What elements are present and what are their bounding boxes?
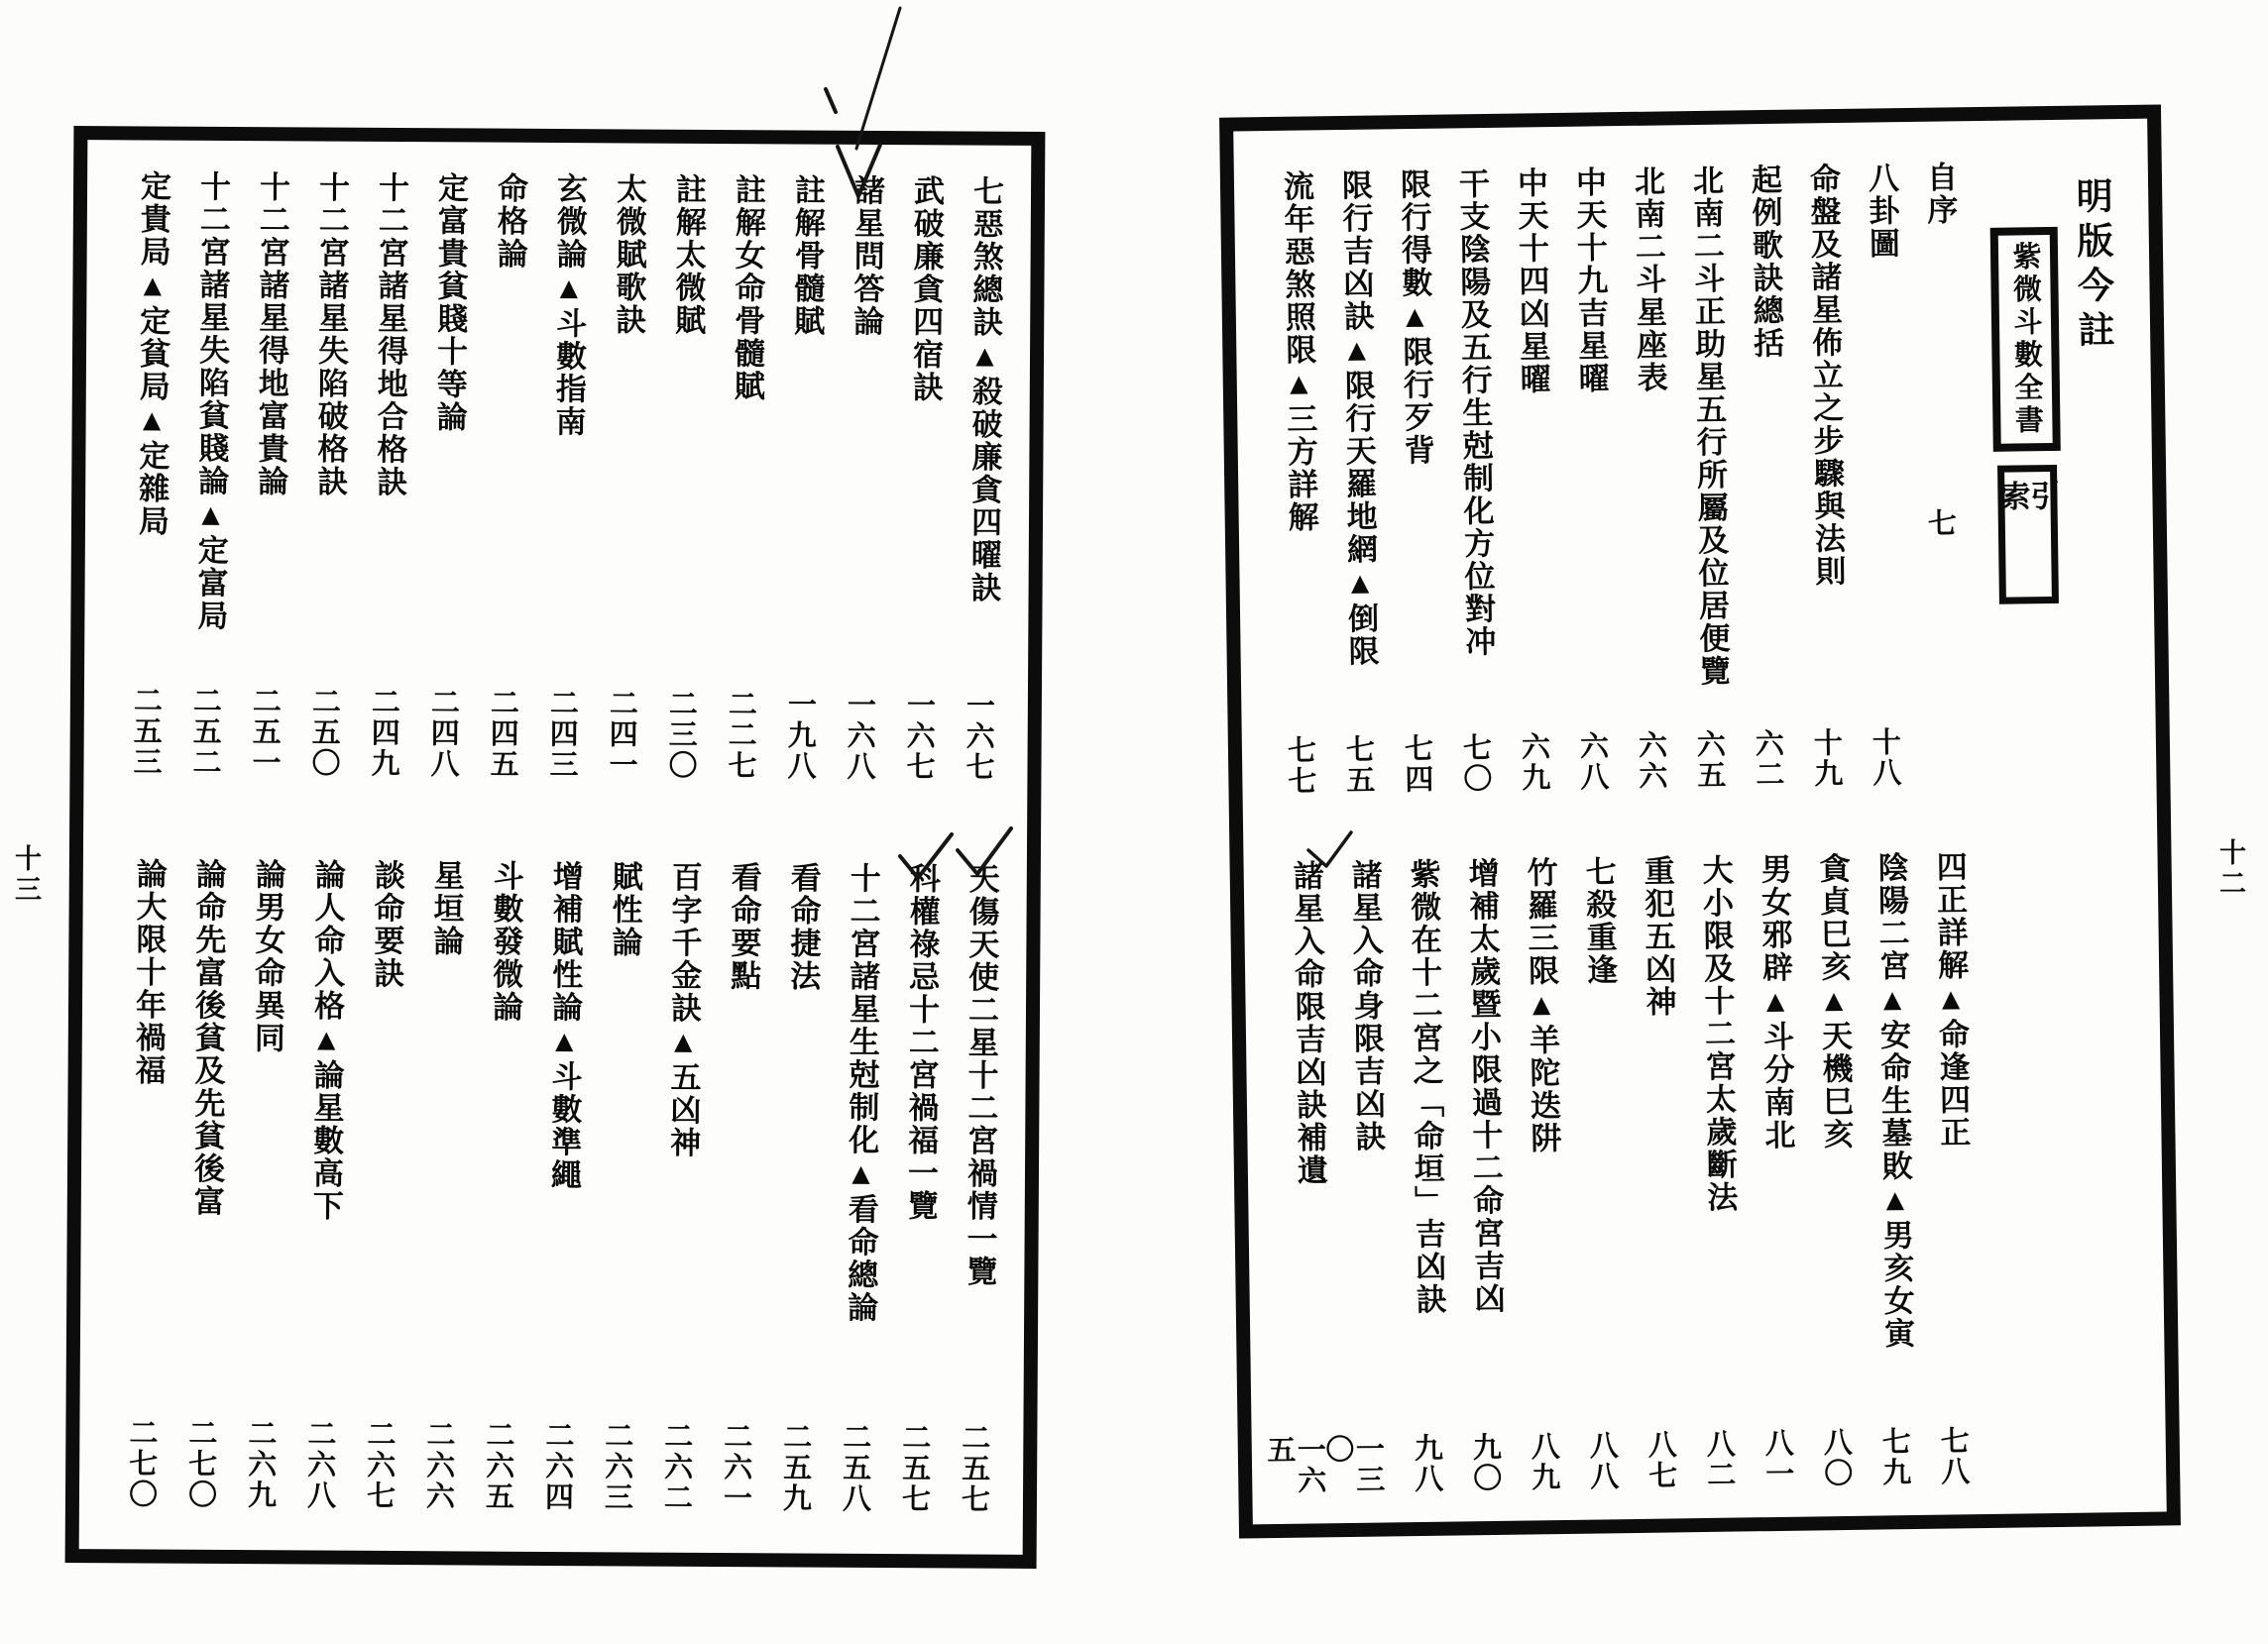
toc-entry-title: 限行吉凶訣▲限行天羅地網▲倒限 <box>1336 168 1379 669</box>
toc-entry-page-number: 二四五 <box>486 687 518 780</box>
toc-entry-page-number: 六八 <box>1575 730 1609 793</box>
toc-entry-page-number: 八〇 <box>1819 1426 1853 1489</box>
toc-entry <box>1864 851 1914 1510</box>
toc-entry <box>480 171 528 866</box>
toc-entry <box>1796 163 1848 857</box>
toc-entry-title: 陰陽二宮▲安命生墓敗▲男亥女寅 <box>1872 851 1915 1351</box>
book-title-box <box>1990 227 2061 452</box>
toc-entry-title: 北南二斗星座表 <box>1629 164 1667 394</box>
toc-entry <box>1445 167 1497 862</box>
toc-entry <box>535 860 581 1546</box>
toc-entry <box>892 862 938 1548</box>
toc-entry-page-number: 二五七 <box>957 1422 990 1515</box>
toc-entry-title: 限行得數▲限行歹背 <box>1395 167 1434 468</box>
toc-entry-title: 命格論 <box>492 171 528 271</box>
toc-entry <box>654 861 700 1547</box>
toc-entry-title: 百字千金訣▲五凶神 <box>665 860 702 1159</box>
toc-entry <box>1387 168 1438 863</box>
toc-entry <box>1688 854 1739 1513</box>
toc-entry-title: 貪貞巳亥▲天機巳亥 <box>1814 851 1854 1151</box>
toc-entry <box>714 861 759 1547</box>
toc-entry <box>773 861 819 1547</box>
toc-entry <box>182 169 231 864</box>
toc-entry-title: 科權祿忌十二宮禍福一覽 <box>902 862 940 1223</box>
toc-entry-page-number: 六九 <box>1517 731 1550 794</box>
toc-entry-title: 玄微論▲斗數指南 <box>550 171 588 439</box>
toc-entry-page-number: 二二七 <box>724 689 756 782</box>
toc-entry-page-number: 六二 <box>1751 727 1784 791</box>
pen-tick <box>826 89 836 112</box>
toc-entry-page-number: 一六八 <box>843 689 875 782</box>
toc-entry-title: 流年惡煞照限▲三方詳解 <box>1278 169 1318 534</box>
toc-entry-title: 諸星入命限吉凶訣補遺 <box>1288 859 1328 1187</box>
toc-entry <box>1630 854 1680 1513</box>
toc-entry-page-number: 六六 <box>1634 729 1667 792</box>
toc-entry-title: 武破廉貪四宿訣 <box>907 174 945 404</box>
toc-entry-title: 四正詳解▲命逢四正 <box>1931 850 1971 1150</box>
toc-entry <box>599 172 647 866</box>
toc-entry-page-number: 二四一 <box>605 688 637 781</box>
toc-entry-title: 命盤及諸星佈立之步驟與法則 <box>1804 162 1846 589</box>
toc-entry <box>178 858 224 1544</box>
toc-entry-page-number: 七五 <box>1341 733 1375 797</box>
toc-entry-title: 太微賦歌訣 <box>611 172 647 337</box>
toc-entry <box>1571 855 1622 1514</box>
toc-entry-title: 天傷天使二星十二宮禍情一覽 <box>962 862 999 1288</box>
toc-entry-page-number: 二六二 <box>659 1420 693 1513</box>
toc-section-left-bottom <box>91 857 997 1549</box>
toc-entry-page-number: 一六七 <box>962 690 994 783</box>
toc-entry-title: 諸星入命身限吉凶訣 <box>1346 858 1386 1153</box>
toc-entry <box>1321 858 1388 1518</box>
toc-entry-page-number: 七四 <box>1400 732 1433 796</box>
toc-entry-page-number: 二四八 <box>426 687 459 780</box>
toc-entry <box>896 174 945 868</box>
toc-entry <box>297 858 343 1544</box>
toc-entry-title: 論男女命異同 <box>249 858 285 1055</box>
toc-entry-page-number: 二五一 <box>248 686 281 779</box>
toc-entry <box>1454 857 1505 1516</box>
toc-entry <box>119 857 165 1543</box>
toc-entry-page-number: 八一 <box>1760 1427 1794 1490</box>
page-left <box>65 126 1046 1569</box>
toc-entry-title: 中天十九吉星曜 <box>1570 165 1609 395</box>
toc-entry-page-number: 二五八 <box>838 1421 871 1514</box>
toc-entry-title: 七殺重逢 <box>1580 855 1618 987</box>
toc-entry-page-number: 二五三 <box>129 685 162 778</box>
toc-entry-page-number: 九八 <box>1410 1432 1443 1495</box>
toc-entry <box>1738 164 1789 858</box>
toc-entry <box>952 862 997 1548</box>
toc-entry-title: 賦性論 <box>607 860 642 959</box>
toc-entry-title: 中天十四凶星曜 <box>1512 166 1550 396</box>
toc-entry-page-number: 二五九 <box>778 1421 812 1514</box>
toc-entry-title: 註解女命骨髓賦 <box>729 173 766 403</box>
toc-entry-title: 大小限及十二宮太歲斷法 <box>1697 853 1738 1215</box>
toc-entry-title: 十二宮諸星生尅制化▲看命總論 <box>843 861 880 1324</box>
index-label: 引索 <box>1994 479 2062 545</box>
toc-entry <box>833 862 878 1548</box>
toc-entry <box>416 859 462 1545</box>
toc-entry-page-number: 二六五 <box>481 1419 514 1512</box>
toc-entry-page-number: 七七 <box>1283 734 1316 797</box>
toc-entry-page-number: 二七〇 <box>183 1417 217 1510</box>
toc-entry-page-number: 八九 <box>1527 1431 1560 1493</box>
toc-entry <box>1805 852 1856 1511</box>
toc-entry-page-number: 二五二 <box>188 685 221 778</box>
toc-entry-title: 七惡煞總訣▲殺破廉貪四曜訣 <box>965 174 1004 604</box>
toc-entry-title: 重犯五凶神 <box>1639 854 1676 1019</box>
toc-entry-title: 定貴局▲定貧局▲定雜局 <box>133 169 171 538</box>
toc-entry <box>777 173 826 867</box>
toc-entry-title: 註解太微賦 <box>670 172 707 337</box>
toc-entry-page-number: 六五 <box>1692 728 1726 792</box>
toc-entry-page-number: 十九 <box>1809 726 1843 790</box>
toc-entry <box>595 860 640 1546</box>
toc-section-right-top <box>1250 161 1965 864</box>
toc-entry-title: 十二宮諸星失陷貧賤論▲定富局 <box>192 169 231 632</box>
toc-entry <box>476 860 521 1546</box>
toc-entry-title: 定富貴貧賤十等論 <box>431 171 469 434</box>
toc-entry-page-number: 七 <box>1923 507 1957 539</box>
toc-entry-page-number: 二六六 <box>421 1419 455 1512</box>
toc-entry-page-number: 十八 <box>1868 726 1901 789</box>
toc-entry-title: 論人命入格▲論星數高下 <box>307 858 345 1223</box>
toc-entry <box>956 174 1004 868</box>
toc-entry-title: 十二宮諸星失陷破格訣 <box>312 170 350 498</box>
toc-entry-title: 十二宮諸星得地合格訣 <box>372 170 409 499</box>
toc-entry <box>1679 164 1731 859</box>
toc-entry <box>123 169 169 863</box>
toc-entry-title: 起例歌訣總括 <box>1746 163 1784 361</box>
toc-entry-title: 論大限十年禍福 <box>130 857 167 1087</box>
toc-entry-page-number: 一六七 <box>902 690 935 783</box>
toc-entry-title: 干支陰陽及五行生尅制化方位對冲 <box>1453 166 1496 659</box>
toc-entry <box>1562 165 1614 860</box>
toc-entry <box>357 859 402 1545</box>
book-title: 紫微斗數全書 <box>2008 241 2044 438</box>
toc-entry <box>1263 859 1330 1518</box>
toc-entry-page-number: 二五〇 <box>307 686 340 779</box>
toc-entry-title: 斗數發微論 <box>487 859 523 1024</box>
toc-section-left-top <box>95 169 1004 869</box>
page-right <box>1219 104 2181 1538</box>
toc-entry <box>718 173 766 867</box>
toc-entry-title: 竹羅三限▲羊陀迭阱 <box>1522 856 1561 1155</box>
toc-entry <box>238 858 284 1544</box>
toc-entry-title: 八卦圖 <box>1863 162 1900 261</box>
toc-entry-title: 增補賦性論▲斗數準繩 <box>545 859 583 1192</box>
toc-entry-title: 談命要訣 <box>369 858 404 991</box>
toc-entry-title: 註解骨髓賦 <box>789 173 826 338</box>
toc-entry <box>242 170 290 864</box>
toc-section-right-bottom <box>1260 850 1974 1518</box>
toc-entry-title: 看命要點 <box>726 861 761 993</box>
folio-number-right: 十二 <box>2215 838 2245 900</box>
toc-entry-page-number: 二三〇 <box>664 688 697 781</box>
pen-diagonal-line <box>856 8 900 149</box>
toc-entry <box>837 173 885 868</box>
toc-entry <box>1513 856 1563 1515</box>
toc-entry-page-number: 一九八 <box>783 689 816 782</box>
toc-entry-title: 紫微在十二宮之「命垣」吉凶訣 <box>1405 857 1446 1317</box>
toc-entry-page-number: 八七 <box>1644 1429 1677 1491</box>
toc-entry <box>1855 162 1906 856</box>
toc-entry <box>420 171 469 865</box>
toc-entry-page-number: 七〇 <box>1458 731 1492 795</box>
toc-entry-page-number: 二五七 <box>897 1422 931 1515</box>
toc-entry <box>1504 166 1555 861</box>
toc-entry-page-number: 七九 <box>1877 1426 1911 1488</box>
toc-entry-page-number: 一三〇 <box>1321 1433 1385 1495</box>
toc-entry-page-number: 八八 <box>1585 1430 1619 1492</box>
toc-entry <box>658 172 707 867</box>
toc-entry <box>539 171 588 866</box>
toc-entry-page-number: 二四九 <box>367 686 399 780</box>
toc-entry-title: 增補太歲暨小限過十二命宮吉凶 <box>1463 856 1505 1316</box>
toc-entry-page-number: 八二 <box>1702 1428 1736 1491</box>
toc-entry <box>1270 169 1321 864</box>
toc-entry-page-number: 二六四 <box>540 1419 574 1513</box>
toc-entry-title: 北南二斗正助星五行所屬及位居便覽 <box>1687 164 1731 689</box>
toc-entry-page-number: 二六九 <box>243 1418 277 1511</box>
toc-entry-title: 看命捷法 <box>785 861 821 993</box>
toc-entry-page-number: 九〇 <box>1468 1431 1502 1494</box>
toc-entry <box>1747 853 1797 1512</box>
toc-entry-page-number: 二六八 <box>302 1418 336 1511</box>
toc-entry <box>1328 169 1380 864</box>
toc-entry <box>1922 850 1973 1509</box>
index-label-box <box>1994 465 2062 604</box>
folio-number-left: 十三 <box>11 844 41 906</box>
toc-entry <box>301 170 350 864</box>
toc-entry-page-number: 一六五 <box>1263 1434 1326 1496</box>
toc-entry <box>1913 161 1965 855</box>
toc-entry-title: 自序 <box>1921 161 1958 227</box>
toc-entry-title: 星垣論 <box>428 859 464 958</box>
toc-entry <box>361 170 409 865</box>
toc-entry-page-number: 二四三 <box>545 687 578 781</box>
toc-entry <box>1396 858 1446 1517</box>
toc-entry-page-number: 七八 <box>1936 1425 1970 1487</box>
toc-entry-title: 諸星問答論 <box>849 173 885 339</box>
toc-entry <box>1621 164 1672 859</box>
toc-entry-title: 十二宮諸星得地富貴論 <box>253 170 290 498</box>
edition-header: 明版今註 <box>2069 176 2113 356</box>
toc-entry-page-number: 二六七 <box>362 1418 396 1512</box>
toc-entry-page-number: 二六一 <box>719 1421 752 1514</box>
toc-entry-page-number: 二七〇 <box>124 1417 158 1510</box>
toc-entry-page-number: 二六三 <box>600 1420 633 1513</box>
toc-entry-title: 男女邪辟▲斗分南北 <box>1756 852 1795 1152</box>
toc-entry-title: 論命先富後貧及先貧後富 <box>188 857 226 1218</box>
